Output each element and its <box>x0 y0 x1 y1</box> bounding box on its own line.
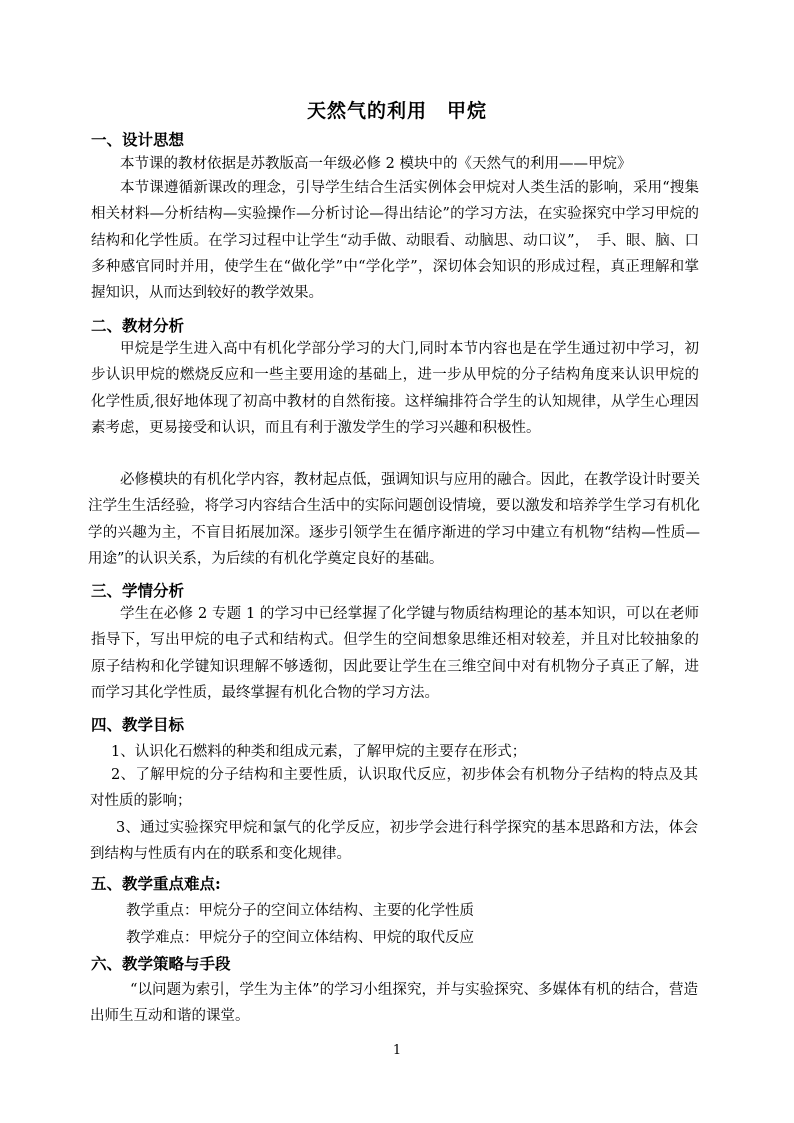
paragraph: 甲烷是学生进入高中有机化学部分学习的大门,同时本节内容也是在学生通过初中学习，初步认识甲烷的燃烧反应和一些主要用途的基础上，进一步从甲烷的分子结构角度来认识甲烷的化学性质,很好地体现了初高中教材的自然衔接。这样编排符合学生的认知规律，从学生心理因素考虑，更易接受和认识，而且有利于激发学生的学习兴趣和积极性。 <box>91 341 699 436</box>
list-item: 1、认识化石燃料的种类和组成元素，了解甲烷的主要存在形式； <box>111 744 527 760</box>
document-title: 天然气的利用 甲烷 <box>306 100 487 122</box>
difficult-point: 教学难点：甲烷分子的空间立体结构、甲烷的取代反应 <box>126 930 474 946</box>
section-heading-textbook: 二、教材分析 <box>91 316 185 335</box>
paragraph: 必修模块的有机化学内容，教材起点低，强调知识与应用的融合。因此，在教学设计时要关注学生生活经验，将学习内容结合生活中的实际问题创设情境，要以激发和培养学生学习有机化学的兴趣为主，不盲目拓展加深。逐步引领学生在循序渐进的学习中建立有机物“结构—性质—用途”的认识关系，为后续的有机化学奠定良好的基础。 <box>88 472 700 567</box>
section-heading-strategy: 六、教学策略与手段 <box>91 954 231 973</box>
page-number: 1 <box>392 1043 402 1058</box>
section-heading-keypoints: 五、教学重点难点: <box>91 874 221 893</box>
section-heading-design: 一、设计思想 <box>91 130 185 149</box>
list-item: 2、了解甲烷的分子结构和主要性质，认识取代反应，初步体会有机物分子结构的特点及其对性质的影响； <box>90 767 698 810</box>
paragraph: 学生在必修 2 专题 1 的学习中已经掌握了化学键与物质结构理论的基本知识，可以在老师指导下，写出甲烷的电子式和结构式。但学生的空间想象思维还相对较差，并且对比较抽象的原子结构和化学键知识理解不够透彻，因此要让学生在三维空间中对有机物分子真正了解，进而学习其化学性质，最终掌握有机化合物的学习方法。 <box>91 606 699 701</box>
list-item: 3、通过实验探究甲烷和氯气的化学反应，初步学会进行科学探究的基本思路和方法，体会到结构与性质有内在的联系和变化规律。 <box>90 820 698 863</box>
paragraph: 本节课遵循新课改的理念，引导学生结合生活实例体会甲烷对人类生活的影响，采用“搜集相关材料—分析结构—实验操作—分析讨论—得出结论”的学习方法，在实验探究中学习甲烷的结构和化学性质。在学习过程中让学生“动手做、动眼看、动脑思、动口议”， 手、眼、脑、口多种感官同时并用，使学生在“做化学”中“学化学”，深切体会知识的形成过程，真正理解和掌握知识，从而达到较好的教学效果。 <box>91 180 699 302</box>
paragraph: “以问题为索引，学生为主体”的学习小组探究，并与实验探究、多媒体有机的结合，营造出师生互动和谐的课堂。 <box>90 982 698 1025</box>
paragraph: 本节课的教材依据是苏教版高一年级必修 2 模块中的《天然气的利用——甲烷》 <box>120 156 632 172</box>
section-heading-students: 三、学情分析 <box>91 581 185 600</box>
section-heading-goals: 四、教学目标 <box>91 715 185 734</box>
key-point: 教学重点：甲烷分子的空间立体结构、主要的化学性质 <box>126 903 474 919</box>
